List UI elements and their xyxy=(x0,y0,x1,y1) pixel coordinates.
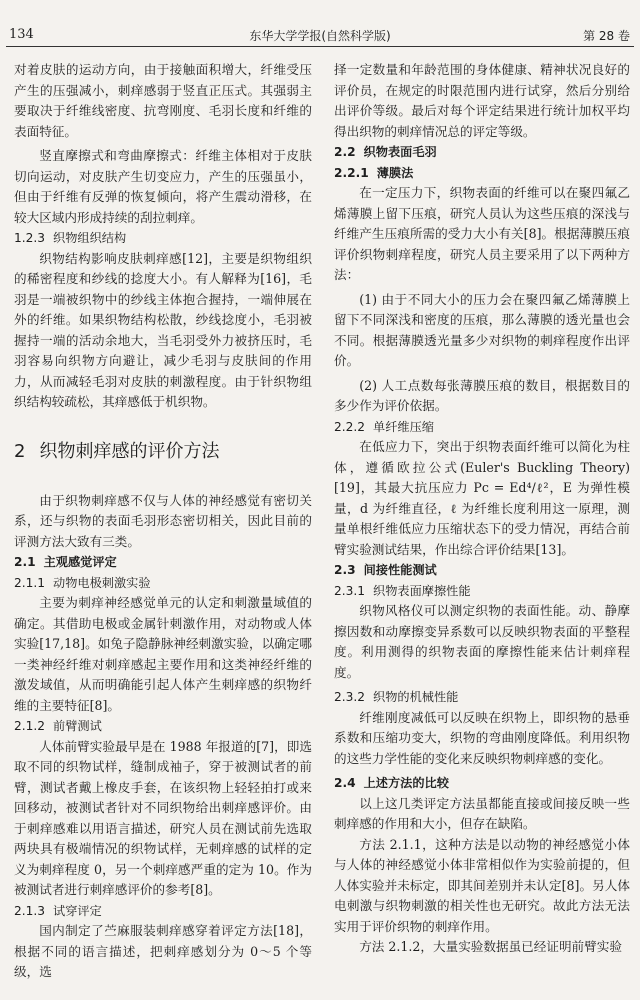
paragraph: 方法 2.1.2，大量实验数据虽已经证明前臂实验 xyxy=(359,939,622,954)
paragraph: 主要为刺痒神经感觉单元的认定和刺激量域值的确定。其借助电极或金属针刺激作用，对动物或人体实验[17,18]。如兔子隐静脉神经刺激实验，以确定哪一类神经纤维对刺痒感起主要作用和这类神经纤维的激发域值，从而明确能引起人体产生刺痒感的织物纤维的主要特征[8]。 xyxy=(14,595,312,713)
section-number: 2.2.1 xyxy=(334,165,369,180)
section-heading-2-2 xyxy=(334,142,630,163)
section-heading-2-2-1 xyxy=(334,163,630,184)
section-title: 单纤维压缩 xyxy=(373,419,434,434)
section-title: 主观感觉评定 xyxy=(43,555,117,569)
section-heading-2-2-2 xyxy=(334,417,630,438)
section-heading-2-1-1 xyxy=(14,573,312,594)
right-column xyxy=(334,60,630,958)
section-title: 薄膜法 xyxy=(376,165,414,180)
paragraph: 竖直摩擦式和弯曲摩擦式：纤维主体相对于皮肤切向运动，对皮肤产生切变应力，产生的压强虽小，但由于纤维有反弹的恢复倾向，将产生震动滑移，在较大区域内形成持续的刮拉刺痒。 xyxy=(14,148,312,225)
paragraph: 人体前臂实验最早是在 1988 年报道的[7]，即选取不同的织物试样，缝制成袖子，穿于被测试者的前臂，测试者戴上橡皮手套，在该织物上轻轻拍打或来回移动，被测试者针对不同织物给出刺痒感评价。由于刺痒感难以用语言描述，研究人员在测试前先选取两块具有极端情况的织物试样，无刺痒感的试样的定义为刺痒程度 0，另一个刺痒感严重的定为 10。作为被测试者进行刺痒感评价的参考[8]。 xyxy=(14,738,312,897)
section-heading-2-1 xyxy=(14,552,312,573)
paragraph: 在一定压力下，织物表面的纤维可以在聚四氟乙烯薄膜上留下压痕，研究人员认为这些压痕的深浅与纤维产生压痕所需的受力大小有关[8]。根据薄膜压痕评价织物刺痒程度，研究人员主要采用了以下两种方法： xyxy=(334,185,630,282)
section-number: 1.2.3 xyxy=(14,231,46,245)
header-rule xyxy=(6,46,634,47)
section-heading-1-2-3 xyxy=(14,228,312,249)
paragraph: 对着皮肤的运动方向，由于接触面积增大，纤维受压产生的压强减小，刺痒感弱于竖直正压式。其强弱主要取决于纤维线密度、抗弯刚度、毛羽长度和纤维的表面特征。 xyxy=(14,62,312,139)
section-number: 2.3.2 xyxy=(334,690,366,704)
section-title: 动物电极刺激实验 xyxy=(53,575,151,590)
paragraph: 国内制定了苎麻服装刺痒感穿着评定方法[18]，根据不同的语言描述，把刺痒感划分为 0～5 个等级，选 xyxy=(14,923,312,979)
paragraph: 以上这几类评定方法虽都能直接或间接反映一些刺痒感的作用和大小，但存在缺陷。 xyxy=(334,795,630,831)
journal-title: 东华大学学报(自然科学版) xyxy=(249,29,391,43)
section-number: 2.1 xyxy=(14,555,36,569)
section-title: 织物表面毛羽 xyxy=(363,145,437,159)
paragraph: (1) 由于不同大小的压力会在聚四氟乙烯薄膜上留下不同深浅和密度的压痕，那么薄膜的透光量也会不同。根据薄膜透光量多少对织物的刺痒程度作出评价。 xyxy=(334,291,630,368)
left-column xyxy=(14,60,312,983)
section-title: 织物刺痒感的评价方法 xyxy=(39,440,220,462)
section-heading-2-3-1 xyxy=(334,581,630,602)
section-title: 上述方法的比较 xyxy=(363,776,449,790)
section-heading-2-3 xyxy=(334,560,630,581)
section-title: 间接性能测试 xyxy=(363,563,437,577)
paragraph: 在低应力下，突出于织物表面纤维可以简化为柱体，遵循欧拉公式(Euler's Buckling Theory)[19]，其最大抗压应力 Pc = Ed⁴/ℓ²，E 为弹性模量，d 为纤维直径，ℓ 为纤维长度利用这一原理，测量单根纤维低应力压缩状态下的受力情况，再结合前臂实验测试结果，作出综合评价结果[13]。 xyxy=(334,439,630,557)
section-heading-2 xyxy=(14,439,312,465)
section-heading-2-3-2 xyxy=(334,687,630,708)
section-number: 2.2.2 xyxy=(334,419,366,434)
section-number: 2.1.2 xyxy=(14,719,46,733)
section-number: 2.3.1 xyxy=(334,583,366,598)
section-title: 试穿评定 xyxy=(53,903,102,918)
section-title: 织物表面摩擦性能 xyxy=(373,583,471,598)
section-heading-2-1-3 xyxy=(14,901,312,922)
paragraph: 择一定数量和年龄范围的身体健康、精神状况良好的评价员，在规定的时限范围内进行试穿，然后分别给出评价等级。最后对每个评定结果进行统计加权平均得出织物的刺痒情况总的评定等级。 xyxy=(334,62,630,139)
section-heading-2-1-2 xyxy=(14,716,312,737)
section-number: 2.3 xyxy=(334,563,356,577)
section-number: 2.1.3 xyxy=(14,903,46,918)
paragraph: 织物结构影响皮肤刺痒感[12]，主要是织物组织的稀密程度和纱线的捻度大小。有人解释为[16]，毛羽是一端被织物中的纱线主体抱合握持，一端伸展在外的纤维。如果织物结构松散，纱线捻度小，毛羽被握持一端的活动余地大，当毛羽受外力被挤压时，毛羽容易向织物方向避让，减少毛羽与皮肤间的作用力，从而减轻毛羽对皮肤的刺激程度。由于针织物组织结构较疏松，其痒感低于机织物。 xyxy=(14,250,312,409)
section-number: 2 xyxy=(14,440,26,462)
section-number: 2.4 xyxy=(334,776,356,790)
section-title: 前臂测试 xyxy=(53,719,102,733)
paragraph: (2) 人工点数每张薄膜压痕的数目，根据数目的多少作为评价依据。 xyxy=(334,377,630,413)
section-number: 2.1.1 xyxy=(14,575,46,590)
section-heading-2-4 xyxy=(334,773,630,794)
paragraph: 方法 2.1.1，这种方法是以动物的神经感觉小体与人体的神经感觉小体非常相似作为实验前提的，但人体实验并未标定，即其间差别并未认定[8]。另人体电刺激与织物刺激的相关性也无研究。故此方法无法实用于评价织物的刺痒作用。 xyxy=(334,836,630,934)
paragraph: 织物风格仪可以测定织物的表面性能。动、静摩擦因数和动摩擦变异系数可以反映织物表面的平整程度。利用测得的织物表面的摩擦性能来估计刺痒程度。 xyxy=(334,603,630,680)
paragraph: 纤维刚度减低可以反映在织物上，即织物的悬垂系数和压缩功变大，织物的弯曲刚度降低。利用织物的这些力学性能的变化来反映织物刺痒感的变化。 xyxy=(334,709,630,766)
section-number: 2.2 xyxy=(334,145,356,159)
volume-label: 第 28 卷 xyxy=(583,29,630,43)
page-header xyxy=(0,0,640,50)
paragraph: 由于织物刺痒感不仅与人体的神经感觉有密切关系，还与织物的表面毛羽形态密切相关，因此目前的评测方法大致有三类。 xyxy=(14,492,312,549)
section-title: 织物的机械性能 xyxy=(373,690,459,704)
section-title: 织物组织结构 xyxy=(53,231,127,245)
page-number: 134 xyxy=(9,27,34,42)
